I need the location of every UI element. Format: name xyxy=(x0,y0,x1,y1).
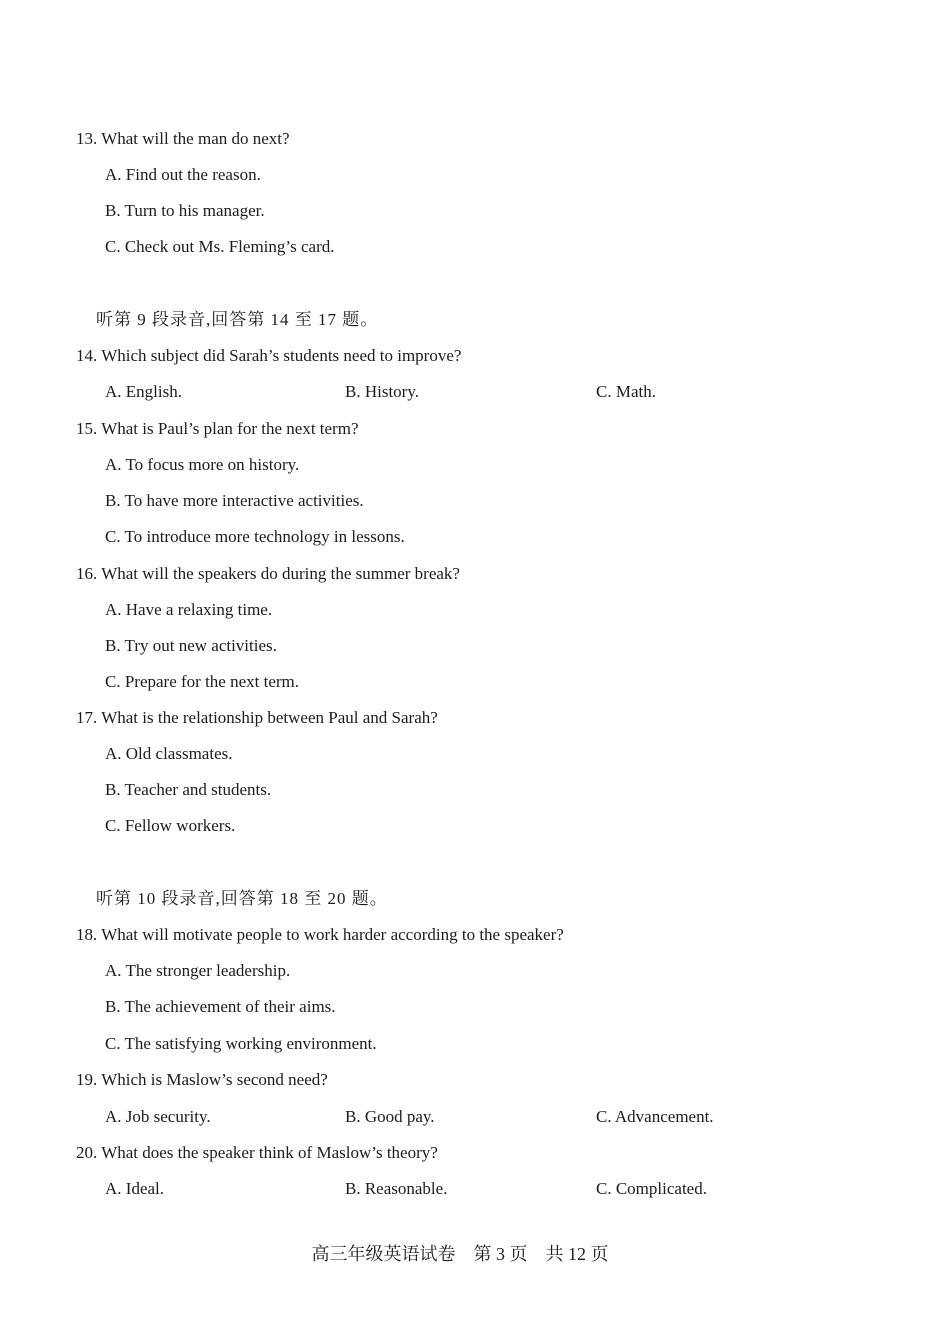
option-15a: A. To focus more on history. xyxy=(105,455,300,474)
option-16c: C. Prepare for the next term. xyxy=(105,672,300,691)
option-13b: B. Turn to his manager. xyxy=(105,201,265,220)
question-17: 17. What is the relationship between Paul and Sarah? xyxy=(76,708,438,727)
option-13a: A. Find out the reason. xyxy=(105,165,261,184)
option-14c: C. Math. xyxy=(596,382,656,401)
option-20a: A. Ideal. xyxy=(105,1179,165,1198)
option-15c: C. To introduce more technology in lessons. xyxy=(105,527,405,546)
option-19a: A. Job security. xyxy=(105,1107,211,1126)
question-19: 19. Which is Maslow’s second need? xyxy=(76,1070,328,1089)
question-14: 14. Which subject did Sarah’s students need to improve? xyxy=(76,346,462,365)
option-20c: C. Complicated. xyxy=(596,1179,707,1198)
question-16: 16. What will the speakers do during the summer break? xyxy=(76,564,460,583)
option-17c: C. Fellow workers. xyxy=(105,816,236,835)
question-13: 13. What will the man do next? xyxy=(76,129,290,148)
option-19b: B. Good pay. xyxy=(345,1107,435,1126)
page-footer: 高三年级英语试卷 第 3 页 共 12 页 xyxy=(311,1244,609,1264)
question-20: 20. What does the speaker think of Maslow’s theory? xyxy=(76,1143,438,1162)
option-18a: A. The stronger leadership. xyxy=(105,961,291,980)
question-18: 18. What will motivate people to work harder according to the speaker? xyxy=(76,925,564,944)
option-16a: A. Have a relaxing time. xyxy=(105,600,273,619)
option-14b: B. History. xyxy=(345,382,419,401)
section-9-instruction: 听第 9 段录音,回答第 14 至 17 题。 xyxy=(96,310,379,329)
option-17a: A. Old classmates. xyxy=(105,744,233,763)
option-17b: B. Teacher and students. xyxy=(105,780,272,799)
section-10-instruction: 听第 10 段录音,回答第 18 至 20 题。 xyxy=(96,889,388,908)
question-15: 15. What is Paul’s plan for the next term? xyxy=(76,419,359,438)
option-20b: B. Reasonable. xyxy=(345,1179,448,1198)
option-16b: B. Try out new activities. xyxy=(105,636,277,655)
option-19c: C. Advancement. xyxy=(596,1107,714,1126)
option-18b: B. The achievement of their aims. xyxy=(105,997,336,1016)
option-18c: C. The satisfying working environment. xyxy=(105,1034,377,1053)
option-15b: B. To have more interactive activities. xyxy=(105,491,364,510)
option-13c: C. Check out Ms. Fleming’s card. xyxy=(105,237,335,256)
option-14a: A. English. xyxy=(105,382,182,401)
